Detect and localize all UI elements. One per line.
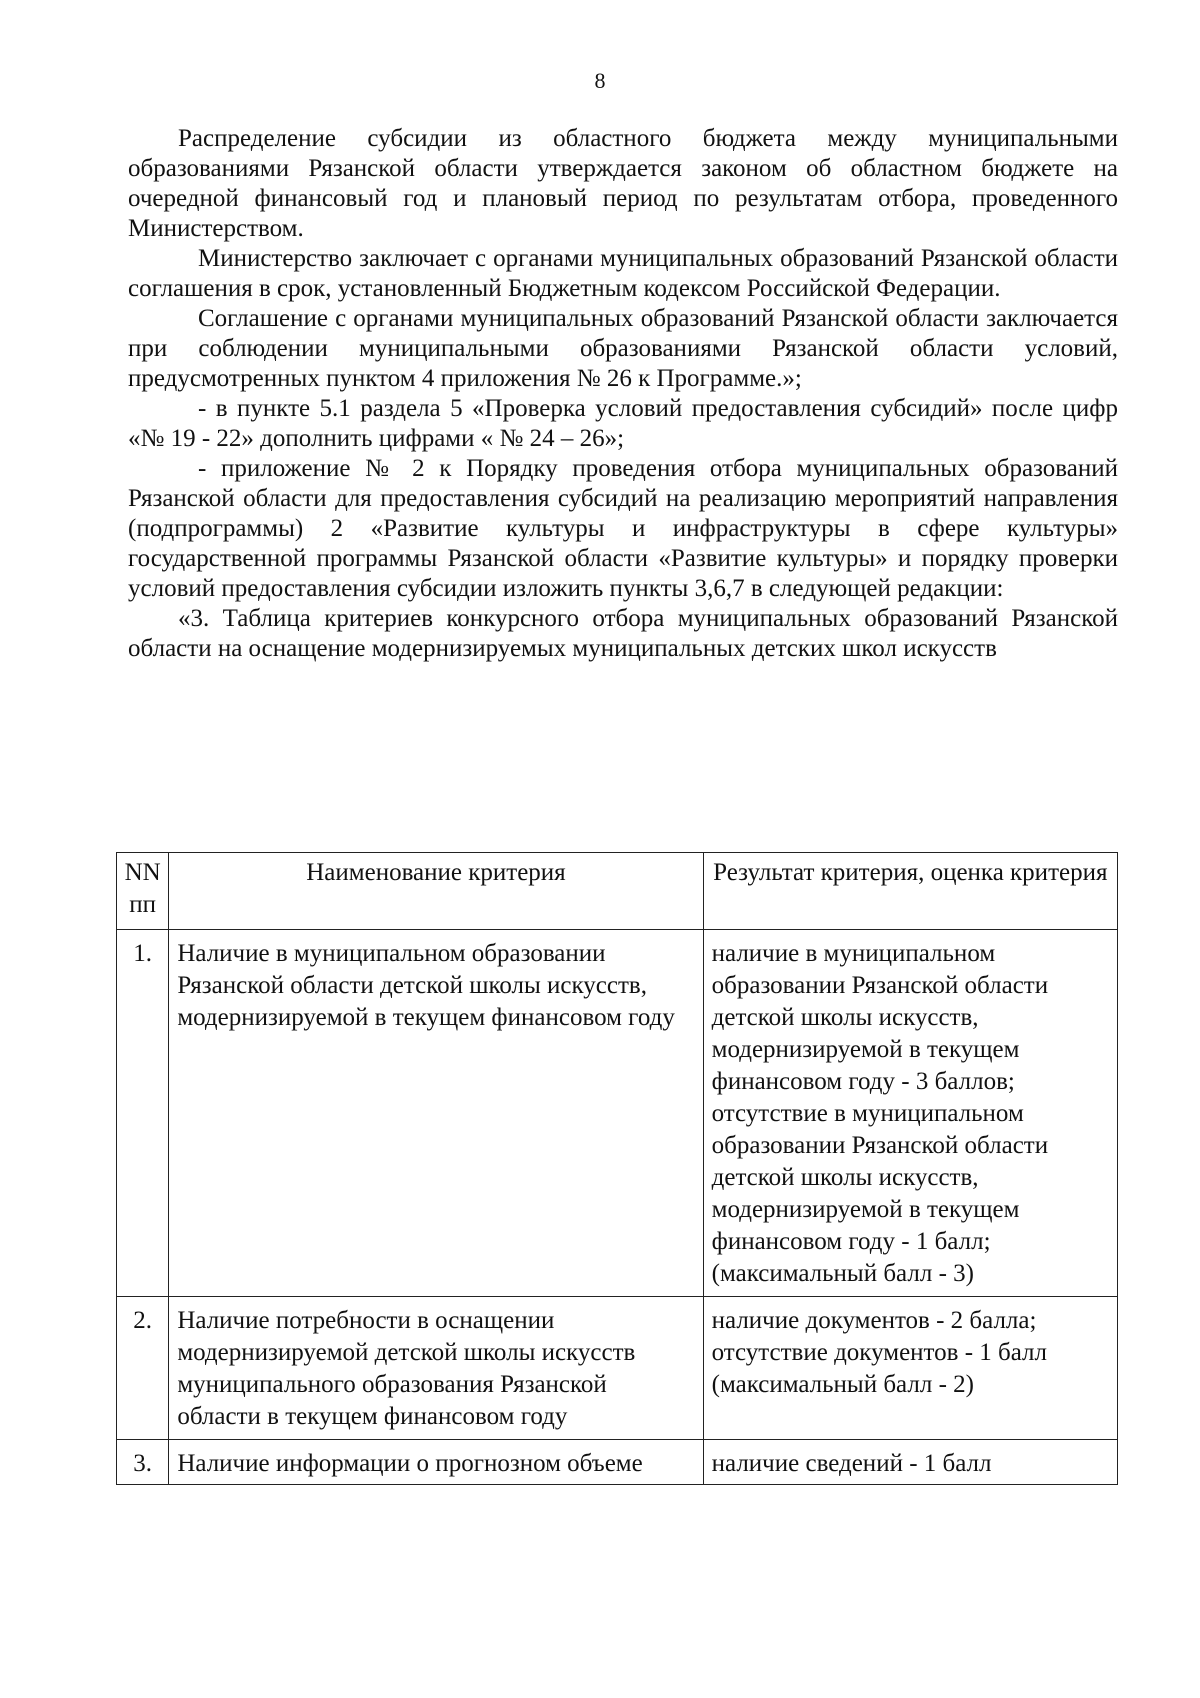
criteria-table: [116, 852, 1118, 1485]
row-score: [703, 930, 1117, 1297]
score-line: отсутствие в муниципальном образовании Рязанской области детской школы искусств, модернизируемой в текущем финансовом году - 1 балл;: [711, 1100, 1049, 1255]
paragraph: Министерство заключает с органами муниципальных образований Рязанской области соглашения в срок, установленный Бюджетным кодексом Российской Федерации.: [128, 245, 1118, 302]
table-row: [117, 1440, 1118, 1485]
score-line: наличие сведений - 1 балл: [711, 1450, 992, 1477]
row-criterion: Наличие информации о прогнозном объеме: [169, 1440, 703, 1485]
header-num: NN пп: [117, 853, 169, 930]
page-number: 8: [594, 68, 606, 93]
row-num: 1.: [117, 930, 169, 1297]
header-score: Результат критерия, оценка критерия: [703, 853, 1117, 930]
table-caption: «3. Таблица критериев конкурсного отбора муниципальных образований Рязанской области на оснащение модернизируемых муниципальных детских школ искусств: [128, 605, 1118, 662]
row-score: [703, 1297, 1117, 1440]
score-line: (максимальный балл - 3): [711, 1260, 974, 1287]
header-name: Наименование критерия: [169, 853, 703, 930]
table-row: [117, 930, 1118, 1297]
table-header-row: [117, 853, 1118, 930]
paragraph: - приложение № 2 к Порядку проведения отбора муниципальных образований Рязанской области для предоставления субсидий на реализацию мероприятий направления (подпрограммы) 2 «Развитие культуры и инфраструктуры в сфере культуры» государственной программы Рязанской области «Развитие культуры» и порядку проверки условий предоставления субсидии изложить пункты 3,6,7 в следующей редакции:: [128, 455, 1118, 602]
paragraph: Распределение субсидии из областного бюджета между муниципальными образованиями Рязанской области утверждается законом об областном бюджете на очередной финансовый год и плановый период по результатам отбора, проведенного Министерством.: [128, 125, 1118, 242]
score-line: отсутствие документов - 1 балл: [711, 1339, 1048, 1366]
row-num: 3.: [117, 1440, 169, 1485]
score-line: наличие в муниципальном образовании Рязанской области детской школы искусств, модернизируемой в текущем финансовом году - 3 баллов;: [711, 940, 1049, 1095]
row-criterion: Наличие потребности в оснащении модернизируемой детской школы искусств муниципального образования Рязанской области в текущем финансовом году: [169, 1297, 703, 1440]
paragraph: Соглашение с органами муниципальных образований Рязанской области заключается при соблюдении муниципальными образованиями Рязанской области условий, предусмотренных пунктом 4 приложения № 26 к Программе.»;: [128, 305, 1118, 392]
table-row: [117, 1297, 1118, 1440]
document-body: [128, 124, 1118, 664]
score-line: (максимальный балл - 2): [711, 1371, 974, 1398]
row-score: [703, 1440, 1117, 1485]
paragraph: - в пункте 5.1 раздела 5 «Проверка условий предоставления субсидий» после цифр «№ 19 - 22» дополнить цифрами « № 24 – 26»;: [128, 395, 1118, 452]
row-criterion: Наличие в муниципальном образовании Рязанской области детской школы искусств, модернизируемой в текущем финансовом году: [169, 930, 703, 1297]
score-line: наличие документов - 2 балла;: [711, 1307, 1037, 1334]
row-num: 2.: [117, 1297, 169, 1440]
